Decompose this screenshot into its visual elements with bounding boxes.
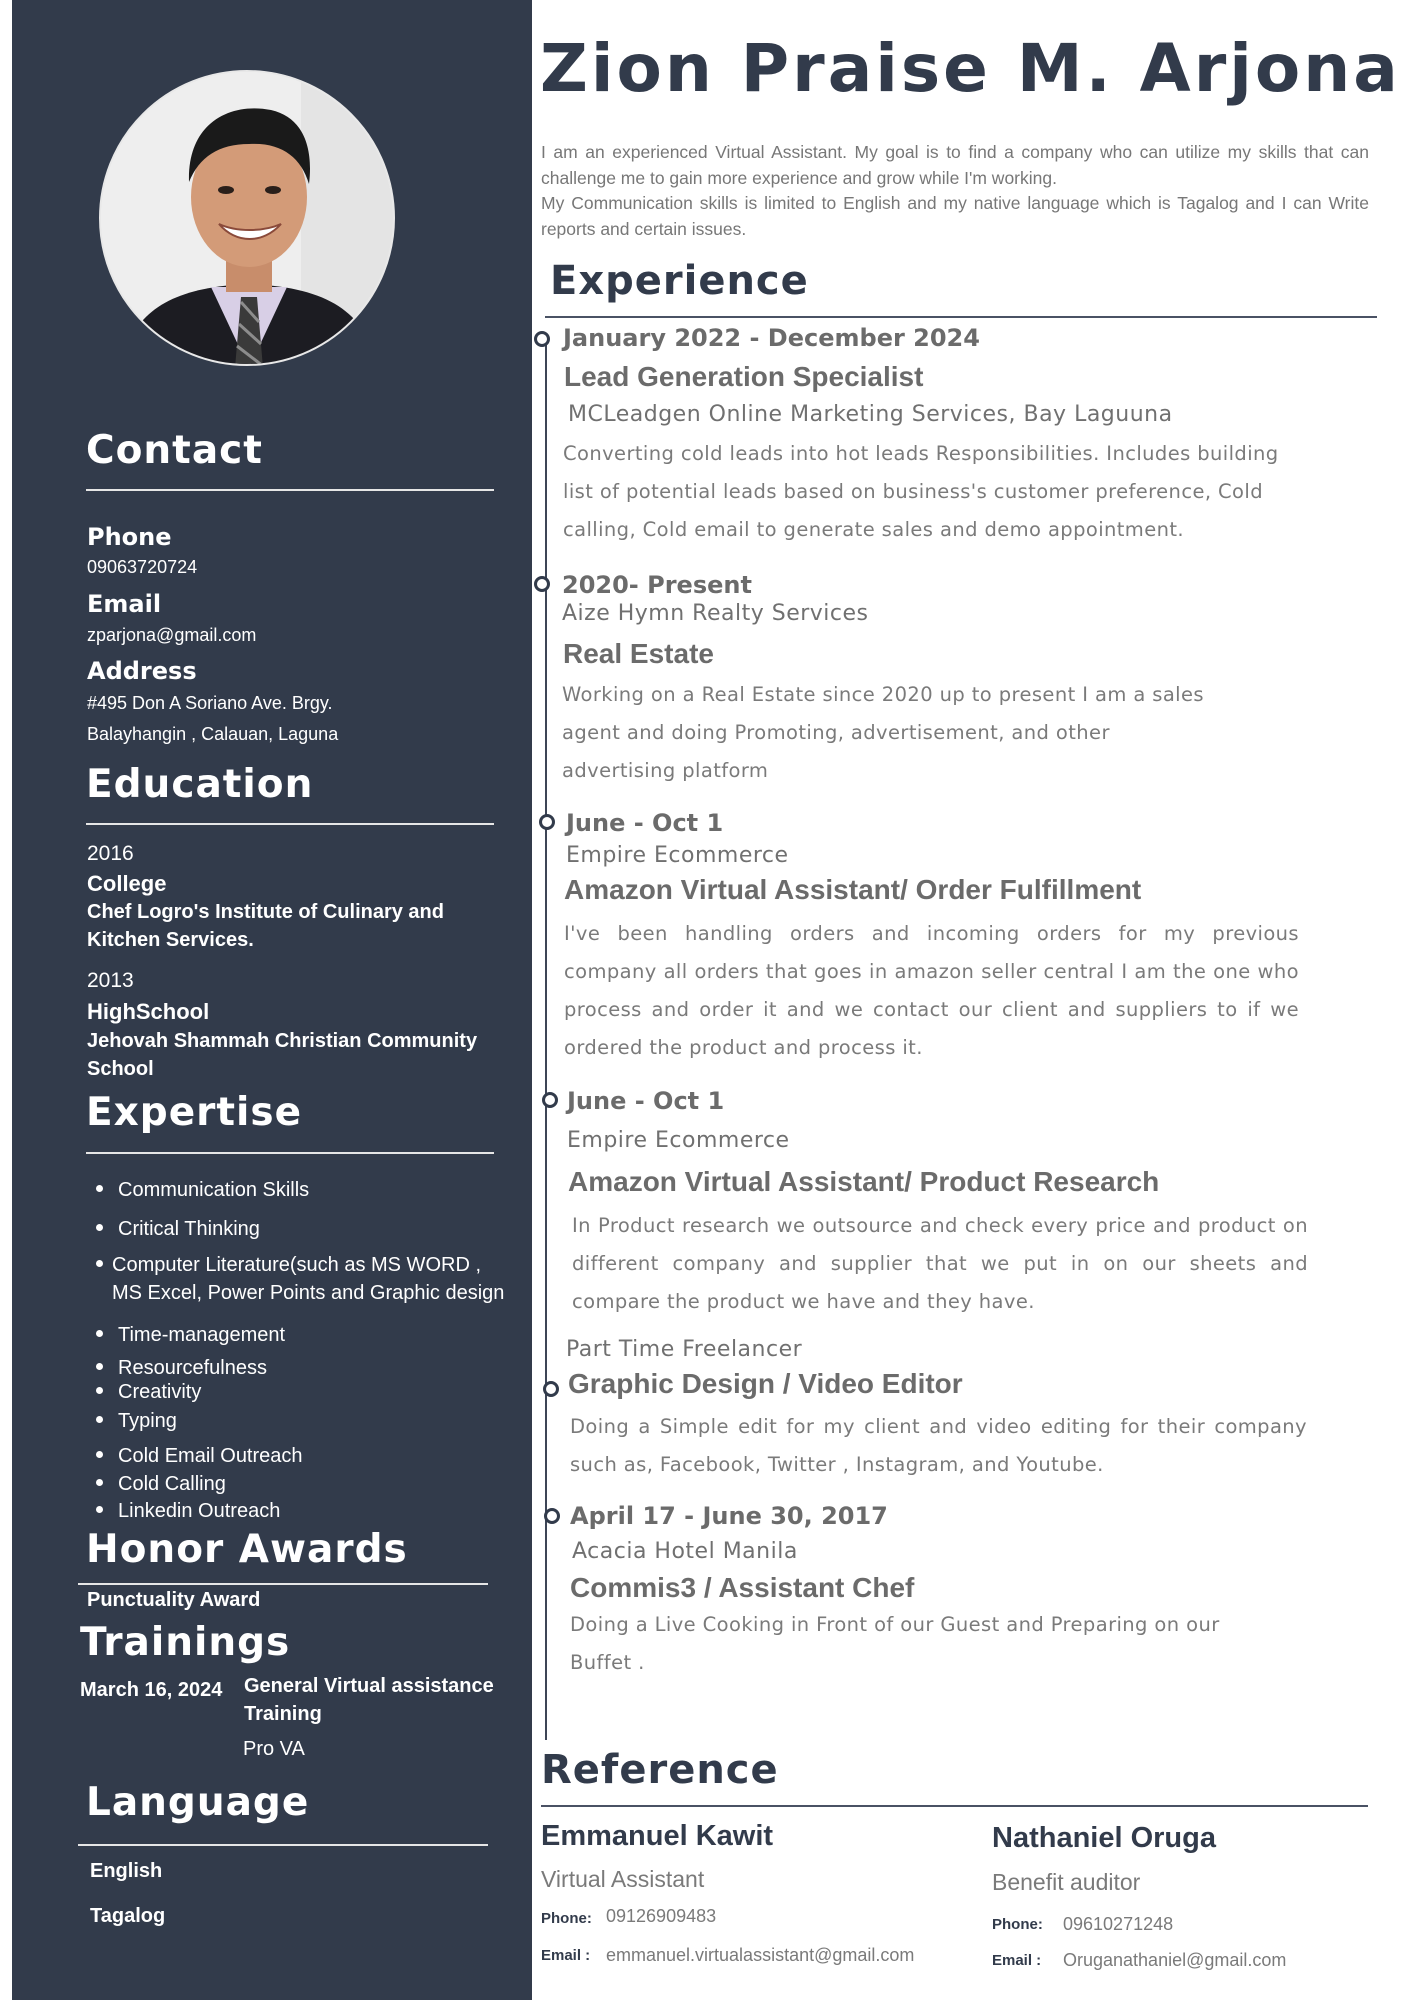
experience-company: Aize Hymn Realty Services <box>562 601 869 626</box>
reference-title: Virtual Assistant <box>541 1866 705 1892</box>
experience-description: In Product research we outsource and check every price and product on different company and supplier that we put in on our sheets and compare the product we have and they have. <box>572 1214 1308 1313</box>
reference-name: Emmanuel Kawit <box>541 1820 774 1852</box>
bullet-icon <box>96 1185 103 1192</box>
reference-phone[interactable]: 09610271248 <box>1063 1914 1174 1934</box>
experience-description: Doing a Simple edit for my client and video editing for their company such as, Facebook, Twitter , Instagram, and Youtube. <box>570 1415 1307 1476</box>
reference-divider <box>541 1805 1368 1807</box>
timeline-node-icon <box>543 1381 559 1397</box>
education-year: 2016 <box>87 842 134 865</box>
experience-role: Commis3 / Assistant Chef <box>570 1572 915 1603</box>
experience-date: 2020- Present <box>562 571 752 599</box>
bullet-icon <box>96 1330 103 1337</box>
bullet-icon <box>96 1479 103 1486</box>
reference-name: Nathaniel Oruga <box>992 1822 1216 1854</box>
email-label: Email <box>87 590 162 618</box>
profile-photo <box>99 70 395 366</box>
reference-title: Benefit auditor <box>992 1869 1141 1895</box>
email-value[interactable]: zparjona@gmail.com <box>87 625 257 645</box>
experience-divider <box>545 316 1377 318</box>
education-level: HighSchool <box>87 999 210 1024</box>
bullet-icon <box>96 1387 103 1394</box>
timeline-node-icon <box>534 576 550 592</box>
bullet-icon <box>96 1363 103 1370</box>
training-title: Training <box>244 1703 322 1725</box>
expertise-divider <box>86 1152 494 1154</box>
education-divider <box>86 823 494 825</box>
timeline-node-icon <box>539 814 555 830</box>
experience-role: Real Estate <box>563 638 714 669</box>
education-heading: Education <box>86 762 314 807</box>
education-school: Chef Logro's Institute of Culinary and <box>87 901 444 923</box>
experience-date: June - Oct 1 <box>567 1087 725 1115</box>
language-item: English <box>90 1860 163 1882</box>
reference-phone-label: Phone: <box>541 1910 592 1927</box>
timeline-node-icon <box>534 331 550 347</box>
education-school: School <box>87 1058 154 1080</box>
experience-company: MCLeadgen Online Marketing Services, Bay Laguuna <box>568 402 1173 427</box>
reference-heading: Reference <box>541 1747 779 1793</box>
reference-email-label: Email : <box>992 1952 1042 1969</box>
experience-date: Part Time Freelancer <box>566 1337 803 1362</box>
contact-divider <box>86 489 494 491</box>
reference-phone-label: Phone: <box>992 1916 1043 1933</box>
experience-company: Empire Ecommerce <box>567 1128 790 1153</box>
experience-date: April 17 - June 30, 2017 <box>570 1502 888 1530</box>
timeline-node-icon <box>542 1092 558 1108</box>
experience-role: Amazon Virtual Assistant/ Product Research <box>568 1166 1160 1197</box>
bullet-icon <box>96 1451 103 1458</box>
reference-email[interactable]: Oruganathaniel@gmail.com <box>1063 1950 1287 1970</box>
language-divider <box>78 1844 488 1846</box>
bullet-icon <box>96 1260 103 1267</box>
training-date: March 16, 2024 <box>80 1679 223 1701</box>
education-school: Kitchen Services. <box>87 929 254 951</box>
experience-date: June - Oct 1 <box>566 809 724 837</box>
education-year: 2013 <box>87 969 134 992</box>
expertise-heading: Expertise <box>86 1090 303 1135</box>
education-school: Jehovah Shammah Christian Community <box>87 1030 478 1052</box>
reference-email-label: Email : <box>541 1947 591 1964</box>
honor-awards-heading: Honor Awards <box>86 1527 408 1572</box>
experience-description: Doing a Live Cooking in Front of our Guest and Preparing on our Buffet . <box>570 1613 1220 1674</box>
bullet-icon <box>96 1416 103 1423</box>
profile-summary: I am an experienced Virtual Assistant. My goal is to find a company who can utilize my skills that can challenge me to gain more experience and grow while I'm working. My Communication skills is limited to English and my native language which is Tagalog and I can Write reports and certain issues. <box>541 142 1369 239</box>
contact-heading: Contact <box>86 428 263 473</box>
education-level: College <box>87 871 167 896</box>
experience-role: Lead Generation Specialist <box>564 361 924 392</box>
phone-value[interactable]: 09063720724 <box>87 557 198 577</box>
reference-email[interactable]: emmanuel.virtualassistant@gmail.com <box>606 1945 915 1965</box>
address-label: Address <box>87 657 197 685</box>
sidebar: Contact Phone 09063720724 Email zparjona@gmail.com Address #495 Don A Soriano Ave. Brgy. Balayhangin , Calauan, Laguna Education 2016 College Chef Logro's Institute of Culinary and Kitchen Services. 2013 HighSchool Jehovah Shammah Christian Community School Expertise Communication Skills Critical Thinking Computer Literature(such as MS WORD , MS Excel, Power Points and Graphic design Time-management Resourcefulness Creativity Typing Cold Email Outreach Cold Calling Linkedin Outreach Honor Awards Punctuality Award Trainings March 16, 2024 General Virtual assistance Training Pro VA Language English Tagalog <box>12 0 532 2000</box>
bullet-icon <box>96 1224 103 1231</box>
award-item: Punctuality Award <box>87 1589 261 1611</box>
experience-company: Empire Ecommerce <box>566 843 789 868</box>
address-line-2: Balayhangin , Calauan, Laguna <box>87 724 339 744</box>
training-title: General Virtual assistance <box>244 1675 494 1697</box>
awards-divider <box>78 1583 488 1585</box>
experience-description: Working on a Real Estate since 2020 up to present I am a sales agent and doing Promoting, advertisement, and other advertising platform <box>562 683 1204 782</box>
training-provider: Pro VA <box>243 1738 305 1760</box>
experience-date: January 2022 - December 2024 <box>563 324 980 352</box>
language-heading: Language <box>86 1780 310 1825</box>
experience-company: Acacia Hotel Manila <box>572 1539 798 1564</box>
phone-label: Phone <box>87 523 172 551</box>
experience-description: Converting cold leads into hot leads Responsibilities. Includes building list of potential leads based on business's customer preference, Cold calling, Cold email to generate sales and demo appointment. <box>563 442 1279 541</box>
bullet-icon <box>96 1506 103 1513</box>
profile-photo-illustration <box>101 72 395 366</box>
experience-description: I've been handling orders and incoming orders for my previous company all orders that goes in amazon seller central I am the one who process and order it and we contact our client and suppliers to if we ordered the product and process it. <box>564 922 1299 1059</box>
experience-role: Amazon Virtual Assistant/ Order Fulfillment <box>564 874 1142 905</box>
reference-phone[interactable]: 09126909483 <box>606 1906 717 1926</box>
timeline-node-icon <box>544 1508 560 1524</box>
candidate-name: Zion Praise M. Arjona <box>540 30 1401 107</box>
trainings-heading: Trainings <box>80 1620 291 1665</box>
timeline-line <box>545 340 547 1740</box>
experience-role: Graphic Design / Video Editor <box>568 1368 963 1399</box>
experience-heading: Experience <box>550 258 809 304</box>
language-item: Tagalog <box>90 1905 166 1927</box>
address-line-1: #495 Don A Soriano Ave. Brgy. <box>87 693 333 713</box>
